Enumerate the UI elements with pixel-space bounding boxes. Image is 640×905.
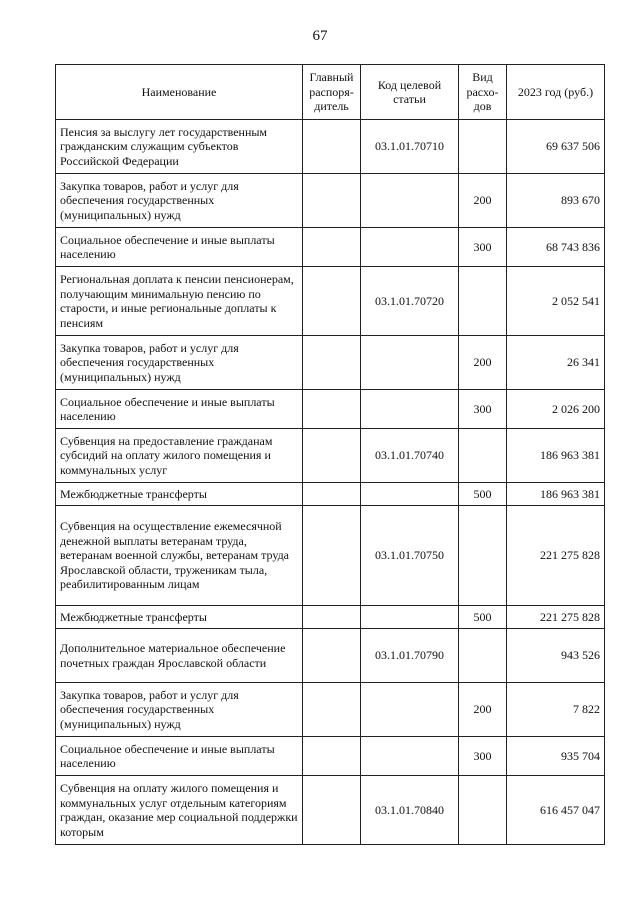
table-row [56, 429, 605, 483]
row-name: Закупка товаров, работ и услуг для обеспечения государственных (муниципальных) нужд [56, 683, 303, 737]
row-chief [303, 776, 361, 845]
table-row [56, 506, 605, 606]
row-amount: 69 637 506 [507, 120, 605, 174]
header-chief: Главный распоря-дитель [303, 65, 361, 120]
row-vid [459, 629, 507, 683]
row-code [361, 483, 459, 506]
row-amount: 221 275 828 [507, 606, 605, 629]
row-chief [303, 267, 361, 336]
row-amount: 186 963 381 [507, 483, 605, 506]
row-amount: 616 457 047 [507, 776, 605, 845]
row-code [361, 228, 459, 267]
table-row [56, 606, 605, 629]
row-vid: 300 [459, 228, 507, 267]
table-row [56, 737, 605, 776]
row-vid: 200 [459, 683, 507, 737]
row-chief [303, 336, 361, 390]
header-vid: Вид расхо-дов [459, 65, 507, 120]
row-name: Пенсия за выслугу лет государственным гражданским служащим субъектов Российской Федерации [56, 120, 303, 174]
row-code [361, 606, 459, 629]
row-vid [459, 267, 507, 336]
row-amount: 943 526 [507, 629, 605, 683]
row-amount: 7 822 [507, 683, 605, 737]
row-code: 03.1.01.70840 [361, 776, 459, 845]
row-vid [459, 776, 507, 845]
row-name: Субвенция на оплату жилого помещения и коммунальных услуг отдельным категориям граждан, оказание мер социальной поддержки которым [56, 776, 303, 845]
row-amount: 221 275 828 [507, 506, 605, 606]
row-chief [303, 120, 361, 174]
row-name: Субвенция на осуществление ежемесячной денежной выплаты ветеранам труда, ветеранам военной службы, ветеранам труда Ярославской области, труженикам тыла, реабилитированным лицам [56, 506, 303, 606]
row-vid: 500 [459, 606, 507, 629]
table-row [56, 629, 605, 683]
table-row [56, 228, 605, 267]
table-row [56, 483, 605, 506]
table-row [56, 174, 605, 228]
row-amount: 68 743 836 [507, 228, 605, 267]
row-vid: 300 [459, 737, 507, 776]
row-name: Региональная доплата к пенсии пенсионерам, получающим минимальную пенсию по старости, и иные региональные доплаты к пенсиям [56, 267, 303, 336]
row-vid: 200 [459, 336, 507, 390]
row-code [361, 390, 459, 429]
row-vid [459, 506, 507, 606]
row-vid: 300 [459, 390, 507, 429]
page-number: 67 [312, 28, 328, 44]
budget-table [55, 64, 605, 845]
row-chief [303, 483, 361, 506]
row-amount: 26 341 [507, 336, 605, 390]
header-name: Наименование [56, 65, 303, 120]
row-name: Дополнительное материальное обеспечение почетных граждан Ярославской области [56, 629, 303, 683]
row-code: 03.1.01.70790 [361, 629, 459, 683]
table-row [56, 267, 605, 336]
table-row [56, 336, 605, 390]
row-vid [459, 120, 507, 174]
table-row [56, 390, 605, 429]
row-chief [303, 737, 361, 776]
row-name: Социальное обеспечение и иные выплаты населению [56, 390, 303, 429]
table-row [56, 120, 605, 174]
row-code [361, 174, 459, 228]
row-chief [303, 683, 361, 737]
table-row [56, 776, 605, 845]
row-name: Субвенция на предоставление гражданам субсидий на оплату жилого помещения и коммунальных услуг [56, 429, 303, 483]
row-chief [303, 629, 361, 683]
row-code [361, 683, 459, 737]
row-code: 03.1.01.70720 [361, 267, 459, 336]
row-chief [303, 228, 361, 267]
row-vid: 200 [459, 174, 507, 228]
row-code: 03.1.01.70710 [361, 120, 459, 174]
row-name: Социальное обеспечение и иные выплаты населению [56, 737, 303, 776]
row-amount: 2 026 200 [507, 390, 605, 429]
table-row [56, 683, 605, 737]
row-vid: 500 [459, 483, 507, 506]
row-vid [459, 429, 507, 483]
row-name: Закупка товаров, работ и услуг для обеспечения государственных (муниципальных) нужд [56, 174, 303, 228]
row-chief [303, 390, 361, 429]
header-code: Код целевой статьи [361, 65, 459, 120]
row-name: Социальное обеспечение и иные выплаты населению [56, 228, 303, 267]
row-amount: 2 052 541 [507, 267, 605, 336]
row-amount: 186 963 381 [507, 429, 605, 483]
row-name: Закупка товаров, работ и услуг для обеспечения государственных (муниципальных) нужд [56, 336, 303, 390]
row-name: Межбюджетные трансферты [56, 483, 303, 506]
row-code: 03.1.01.70750 [361, 506, 459, 606]
row-code [361, 336, 459, 390]
row-chief [303, 174, 361, 228]
row-amount: 893 670 [507, 174, 605, 228]
row-name: Межбюджетные трансферты [56, 606, 303, 629]
table-header-row [56, 65, 605, 120]
header-amount: 2023 год (руб.) [507, 65, 605, 120]
row-code: 03.1.01.70740 [361, 429, 459, 483]
row-chief [303, 506, 361, 606]
row-amount: 935 704 [507, 737, 605, 776]
row-chief [303, 606, 361, 629]
row-code [361, 737, 459, 776]
row-chief [303, 429, 361, 483]
